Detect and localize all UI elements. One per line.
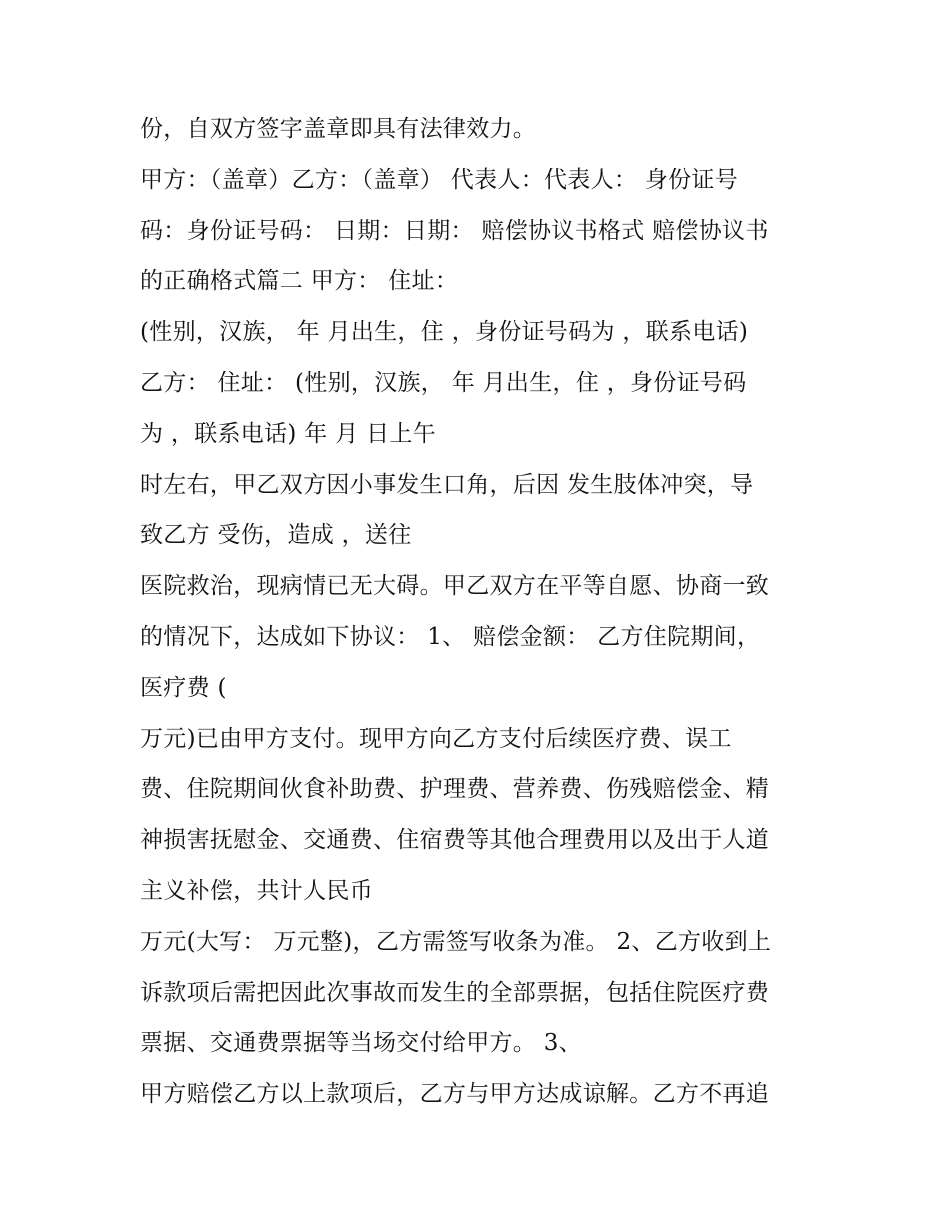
text-line: 码：身份证号码： 日期：日期： 赔偿协议书格式 赔偿协议书 [140, 217, 769, 244]
text-line: 主义补偿，共计人民币 [140, 877, 373, 904]
text-line: 诉款项后需把因此次事故而发生的全部票据，包括住院医疗费 [140, 979, 770, 1006]
text-line: 医院救治，现病情已无大碍。甲乙双方在平等自愿、协商一致 [140, 573, 770, 600]
text-line: 的正确格式篇二 甲方： 住址： [140, 268, 459, 295]
text-line: 万元)已由甲方支付。现甲方向乙方支付后续医疗费、误工 [140, 725, 732, 752]
text-line: 时左右，甲乙双方因小事发生口角，后因 发生肢体冲突，导 [140, 471, 754, 498]
text-line: 的情况下，达成如下协议： 1、 赔偿金额： 乙方住院期间， [140, 623, 761, 650]
text-line: 份，自双方签字盖章即具有法律效力。 [140, 116, 537, 142]
document-body [140, 104, 830, 1120]
text-line: 致乙方 受伤，造成 ，送往 [140, 522, 412, 549]
text-line: 乙方： 住址： (性别，汉族， 年 月出生，住 ，身份证号码 [140, 369, 747, 396]
text-line: 费、住院期间伙食补助费、护理费、营养费、伤残赔偿金、精 [140, 776, 770, 803]
text-line: 为 ，联系电话) 年 月 日上午 [140, 420, 437, 447]
text-line: 万元(大写： 万元整)，乙方需签写收条为准。 2、乙方收到上 [140, 928, 772, 955]
text-line: (性别，汉族， 年 月出生，住 ，身份证号码为 ，联系电话) [140, 319, 749, 346]
text-line: 票据、交通费票据等当场交付给甲方。 3、 [140, 1030, 582, 1057]
text-line: 神损害抚慰金、交通费、住宿费等其他合理费用以及出于人道 [140, 827, 770, 854]
text-line: 甲方赔偿乙方以上款项后，乙方与甲方达成谅解。乙方不再追 [140, 1081, 770, 1108]
text-line: 甲方：（盖章）乙方：（盖章） 代表人：代表人： 身份证号 [140, 166, 739, 193]
text-line: 医疗费 ( [140, 674, 227, 701]
